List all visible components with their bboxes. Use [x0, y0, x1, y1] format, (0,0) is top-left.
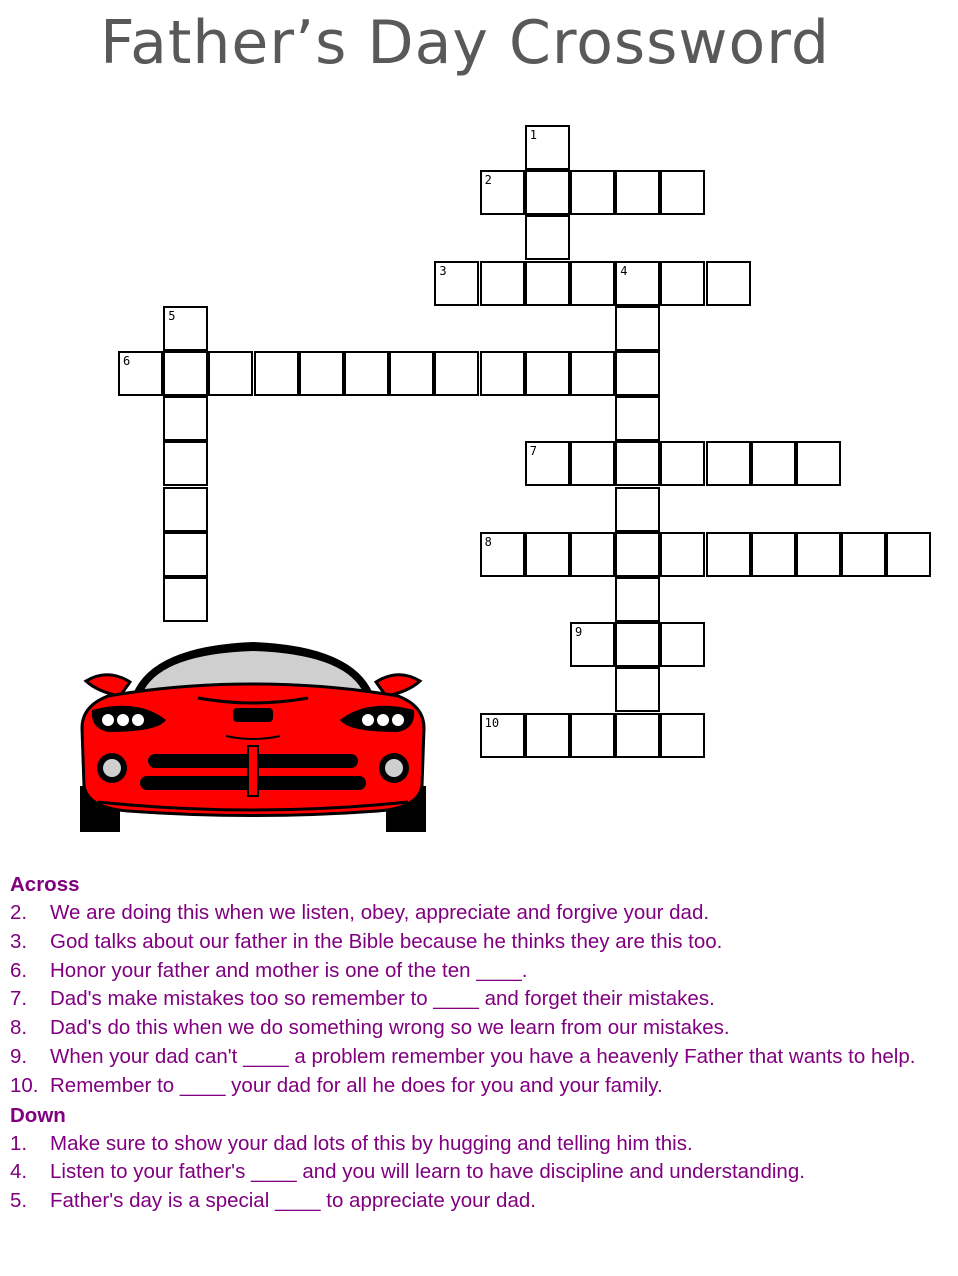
- clue-text: Remember to ____ your dad for all he does for you and your family.: [50, 1073, 663, 1097]
- crossword-cell[interactable]: [525, 125, 570, 170]
- crossword-cell[interactable]: [615, 170, 660, 215]
- crossword-cell[interactable]: [886, 532, 931, 577]
- crossword-cell[interactable]: [299, 351, 344, 396]
- clue-text: When your dad can't ____ a problem remember you have a heavenly Father that wants to help.: [50, 1044, 916, 1068]
- crossword-cell[interactable]: [163, 396, 208, 441]
- page-title: Father’s Day Crossword: [100, 8, 830, 78]
- crossword-cell[interactable]: [615, 396, 660, 441]
- crossword-cell[interactable]: [570, 622, 615, 667]
- across-clue-list: [10, 899, 940, 1101]
- crossword-cell[interactable]: [525, 532, 570, 577]
- crossword-cell[interactable]: [208, 351, 253, 396]
- clue-label-number: 1.: [10, 1131, 28, 1155]
- crossword-cell[interactable]: [841, 532, 886, 577]
- crossword-cell[interactable]: [751, 532, 796, 577]
- down-heading: Down: [10, 1103, 66, 1127]
- crossword-cell[interactable]: [434, 261, 479, 306]
- clue-text: God talks about our father in the Bible because he thinks they are this too.: [50, 929, 723, 953]
- clue-number: 8: [484, 534, 492, 549]
- crossword-cell[interactable]: [163, 306, 208, 351]
- clue-text: Dad's make mistakes too so remember to ____ and forget their mistakes.: [50, 987, 715, 1011]
- crossword-cell[interactable]: [660, 532, 705, 577]
- crossword-cell[interactable]: [615, 622, 660, 667]
- crossword-cell[interactable]: [434, 351, 479, 396]
- crossword-cell[interactable]: [706, 261, 751, 306]
- across-heading: Across: [10, 873, 80, 896]
- crossword-cell[interactable]: [615, 487, 660, 532]
- clue-label-number: 7.: [10, 987, 28, 1011]
- crossword-cell[interactable]: [660, 441, 705, 486]
- crossword-cell[interactable]: [796, 441, 841, 486]
- down-clue: [10, 1158, 940, 1187]
- crossword-cell[interactable]: [525, 713, 570, 758]
- crossword-cell[interactable]: [525, 215, 570, 260]
- crossword-cell[interactable]: [796, 532, 841, 577]
- clue-label-number: 9.: [10, 1044, 28, 1068]
- crossword-cell[interactable]: [344, 351, 389, 396]
- crossword-cell[interactable]: [163, 532, 208, 577]
- across-clue: [10, 1072, 940, 1101]
- crossword-cell[interactable]: [480, 713, 525, 758]
- crossword-cell[interactable]: [615, 306, 660, 351]
- across-clue: [10, 957, 940, 986]
- clue-number: 2: [484, 173, 492, 188]
- clue-text: We are doing this when we listen, obey, appreciate and forgive your dad.: [50, 901, 710, 924]
- clue-text: Listen to your father's ____ and you will learn to have discipline and understanding.: [50, 1160, 805, 1184]
- clues-section: [10, 870, 940, 1216]
- across-clue: [10, 1014, 940, 1043]
- crossword-cell[interactable]: [615, 261, 660, 306]
- clue-number: 10: [484, 715, 500, 730]
- crossword-cell[interactable]: [660, 261, 705, 306]
- crossword-cell[interactable]: [480, 351, 525, 396]
- clue-label-number: 2.: [10, 901, 28, 924]
- crossword-cell[interactable]: [615, 713, 660, 758]
- clue-label-number: 4.: [10, 1160, 28, 1184]
- clue-label-number: 10.: [10, 1073, 39, 1097]
- clue-label-number: 8.: [10, 1016, 28, 1040]
- crossword-cell[interactable]: [615, 441, 660, 486]
- crossword-cell[interactable]: [163, 351, 208, 396]
- crossword-cell[interactable]: [615, 532, 660, 577]
- red-sports-car-illustration: [78, 636, 428, 832]
- crossword-cell[interactable]: [525, 261, 570, 306]
- crossword-cell[interactable]: [615, 577, 660, 622]
- crossword-cell[interactable]: [118, 351, 163, 396]
- crossword-cell[interactable]: [525, 170, 570, 215]
- clue-number: 6: [123, 354, 131, 368]
- clue-number: 9: [575, 625, 583, 640]
- clue-number: 3: [439, 263, 447, 278]
- across-clue: [10, 899, 940, 928]
- crossword-cell[interactable]: [525, 441, 570, 486]
- crossword-cell[interactable]: [480, 532, 525, 577]
- crossword-cell[interactable]: [660, 713, 705, 758]
- crossword-cell[interactable]: [480, 170, 525, 215]
- crossword-cell[interactable]: [660, 170, 705, 215]
- crossword-cell[interactable]: [706, 532, 751, 577]
- crossword-cell[interactable]: [706, 441, 751, 486]
- down-clue: [10, 1130, 940, 1159]
- clue-label-number: 3.: [10, 929, 28, 953]
- crossword-cell[interactable]: [570, 261, 615, 306]
- crossword-cell[interactable]: [615, 667, 660, 712]
- crossword-cell[interactable]: [163, 577, 208, 622]
- crossword-cell[interactable]: [570, 170, 615, 215]
- clue-text: Father's day is a special ____ to appreciate your dad.: [50, 1189, 536, 1213]
- crossword-cell[interactable]: [570, 351, 615, 396]
- clue-text: Make sure to show your dad lots of this by hugging and telling him this.: [50, 1131, 693, 1155]
- across-clue: [10, 1043, 940, 1072]
- crossword-cell[interactable]: [570, 532, 615, 577]
- across-clue: [10, 985, 940, 1014]
- crossword-cell[interactable]: [163, 441, 208, 486]
- clue-text: Honor your father and mother is one of the ten ____.: [50, 958, 528, 982]
- clue-label-number: 5.: [10, 1189, 28, 1213]
- down-clue: [10, 1187, 940, 1216]
- clue-number: 4: [620, 263, 628, 278]
- crossword-cell[interactable]: [163, 487, 208, 532]
- down-clue-list: [10, 1130, 940, 1216]
- crossword-cell[interactable]: [751, 441, 796, 486]
- crossword-cell[interactable]: [480, 261, 525, 306]
- crossword-cell[interactable]: [525, 351, 570, 396]
- clue-number: 7: [529, 444, 538, 459]
- crossword-cell[interactable]: [570, 713, 615, 758]
- clue-label-number: 6.: [10, 958, 28, 982]
- clue-number: 1: [529, 128, 538, 142]
- clue-text: Dad's do this when we do something wrong so we learn from our mistakes.: [50, 1016, 730, 1040]
- crossword-cell[interactable]: [254, 351, 299, 396]
- crossword-cell[interactable]: [389, 351, 434, 396]
- crossword-cell[interactable]: [660, 622, 705, 667]
- crossword-cell[interactable]: [615, 351, 660, 396]
- crossword-cell[interactable]: [570, 441, 615, 486]
- clue-number: 5: [168, 308, 176, 323]
- across-clue: [10, 928, 940, 957]
